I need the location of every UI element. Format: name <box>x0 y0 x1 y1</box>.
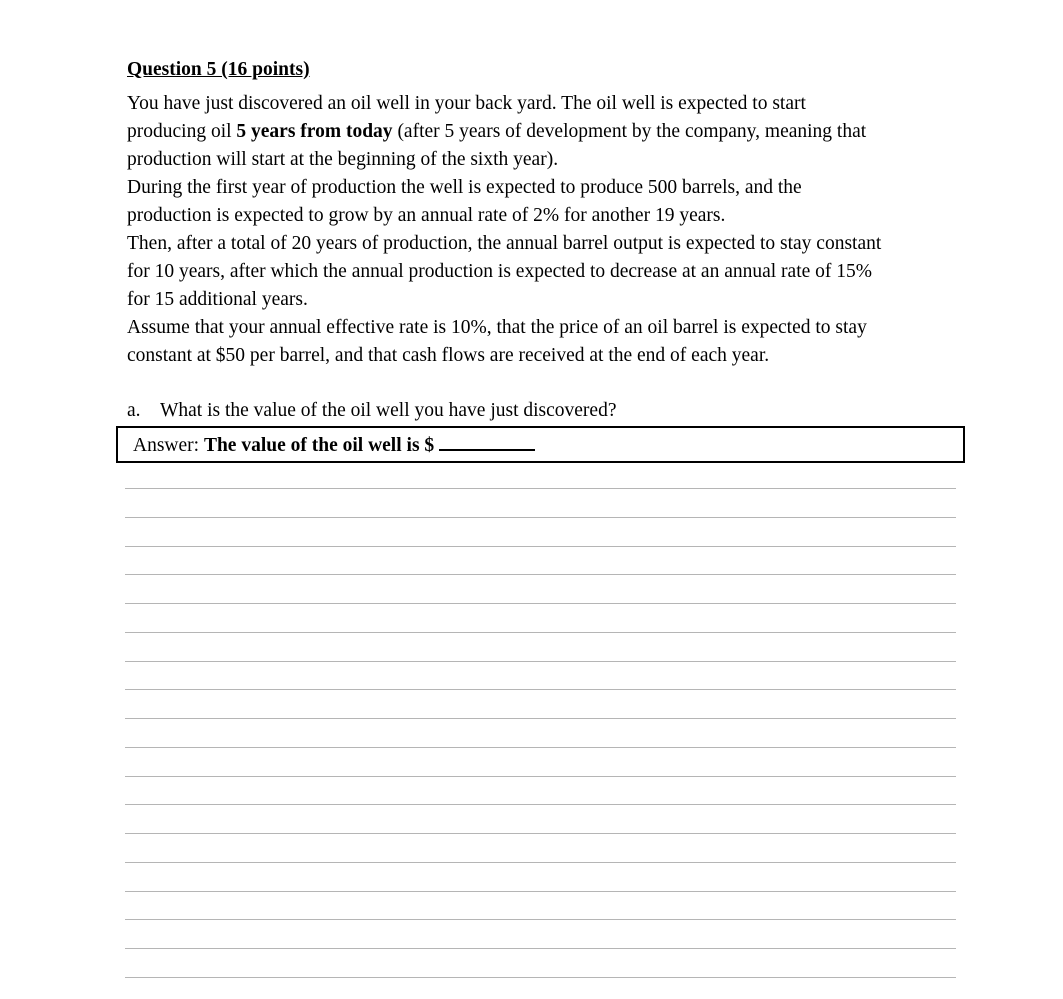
body-text-segment: During the first year of production the well is expected to produce 500 barrels, and the <box>127 177 802 198</box>
ruled-line <box>125 804 956 805</box>
ruled-line <box>125 574 956 575</box>
body-line <box>127 202 957 230</box>
body-line <box>127 342 957 370</box>
ruled-line <box>125 891 956 892</box>
sub-question-text: What is the value of the oil well you have just discovered? <box>160 400 617 421</box>
body-text-segment: constant at $50 per barrel, and that cash flows are received at the end of each year. <box>127 345 770 366</box>
ruled-line <box>125 948 956 949</box>
ruled-line <box>125 977 956 978</box>
answer-statement: The value of the oil well is $ <box>203 435 435 456</box>
answer-blank[interactable] <box>439 431 535 451</box>
body-text-segment: producing oil <box>127 121 237 142</box>
body-text-segment: for 15 additional years. <box>127 289 308 310</box>
body-text-segment: Assume that your annual effective rate is 10%, that the price of an oil barrel is expected to stay <box>127 317 867 338</box>
body-text-segment: You have just discovered an oil well in your back yard. The oil well is expected to start <box>127 93 806 114</box>
sub-question <box>127 398 617 424</box>
ruled-line <box>125 517 956 518</box>
body-line <box>127 174 957 202</box>
body-line <box>127 146 957 174</box>
body-text-segment: Then, after a total of 20 years of production, the annual barrel output is expected to stay constant <box>127 233 882 254</box>
body-line <box>127 90 957 118</box>
ruled-line <box>125 862 956 863</box>
body-line <box>127 258 957 286</box>
ruled-line <box>125 661 956 662</box>
body-line <box>127 314 957 342</box>
ruled-line <box>125 488 956 489</box>
body-text-emphasis: 5 years from today <box>236 121 393 142</box>
body-text-segment: (after 5 years of development by the company, meaning that <box>392 121 867 142</box>
body-line <box>127 286 957 314</box>
body-line <box>127 230 957 258</box>
ruled-line <box>125 632 956 633</box>
answer-box <box>116 426 965 463</box>
body-text-segment: for 10 years, after which the annual production is expected to decrease at an annual rate of 15% <box>127 261 873 282</box>
body-text-segment: production is expected to grow by an annual rate of 2% for another 19 years. <box>127 205 726 226</box>
question-title: Question 5 (16 points) <box>127 59 310 80</box>
ruled-line <box>125 689 956 690</box>
body-text-segment: production will start at the beginning of the sixth year). <box>127 149 559 170</box>
ruled-line <box>125 747 956 748</box>
ruled-line <box>125 776 956 777</box>
ruled-line <box>125 603 956 604</box>
answer-line <box>133 431 535 459</box>
ruled-line <box>125 919 956 920</box>
ruled-line <box>125 833 956 834</box>
answer-label: Answer: <box>133 435 204 456</box>
body-line <box>127 118 957 146</box>
sub-question-letter: a. <box>127 400 141 421</box>
ruled-line <box>125 718 956 719</box>
question-body <box>127 90 957 370</box>
ruled-line <box>125 546 956 547</box>
